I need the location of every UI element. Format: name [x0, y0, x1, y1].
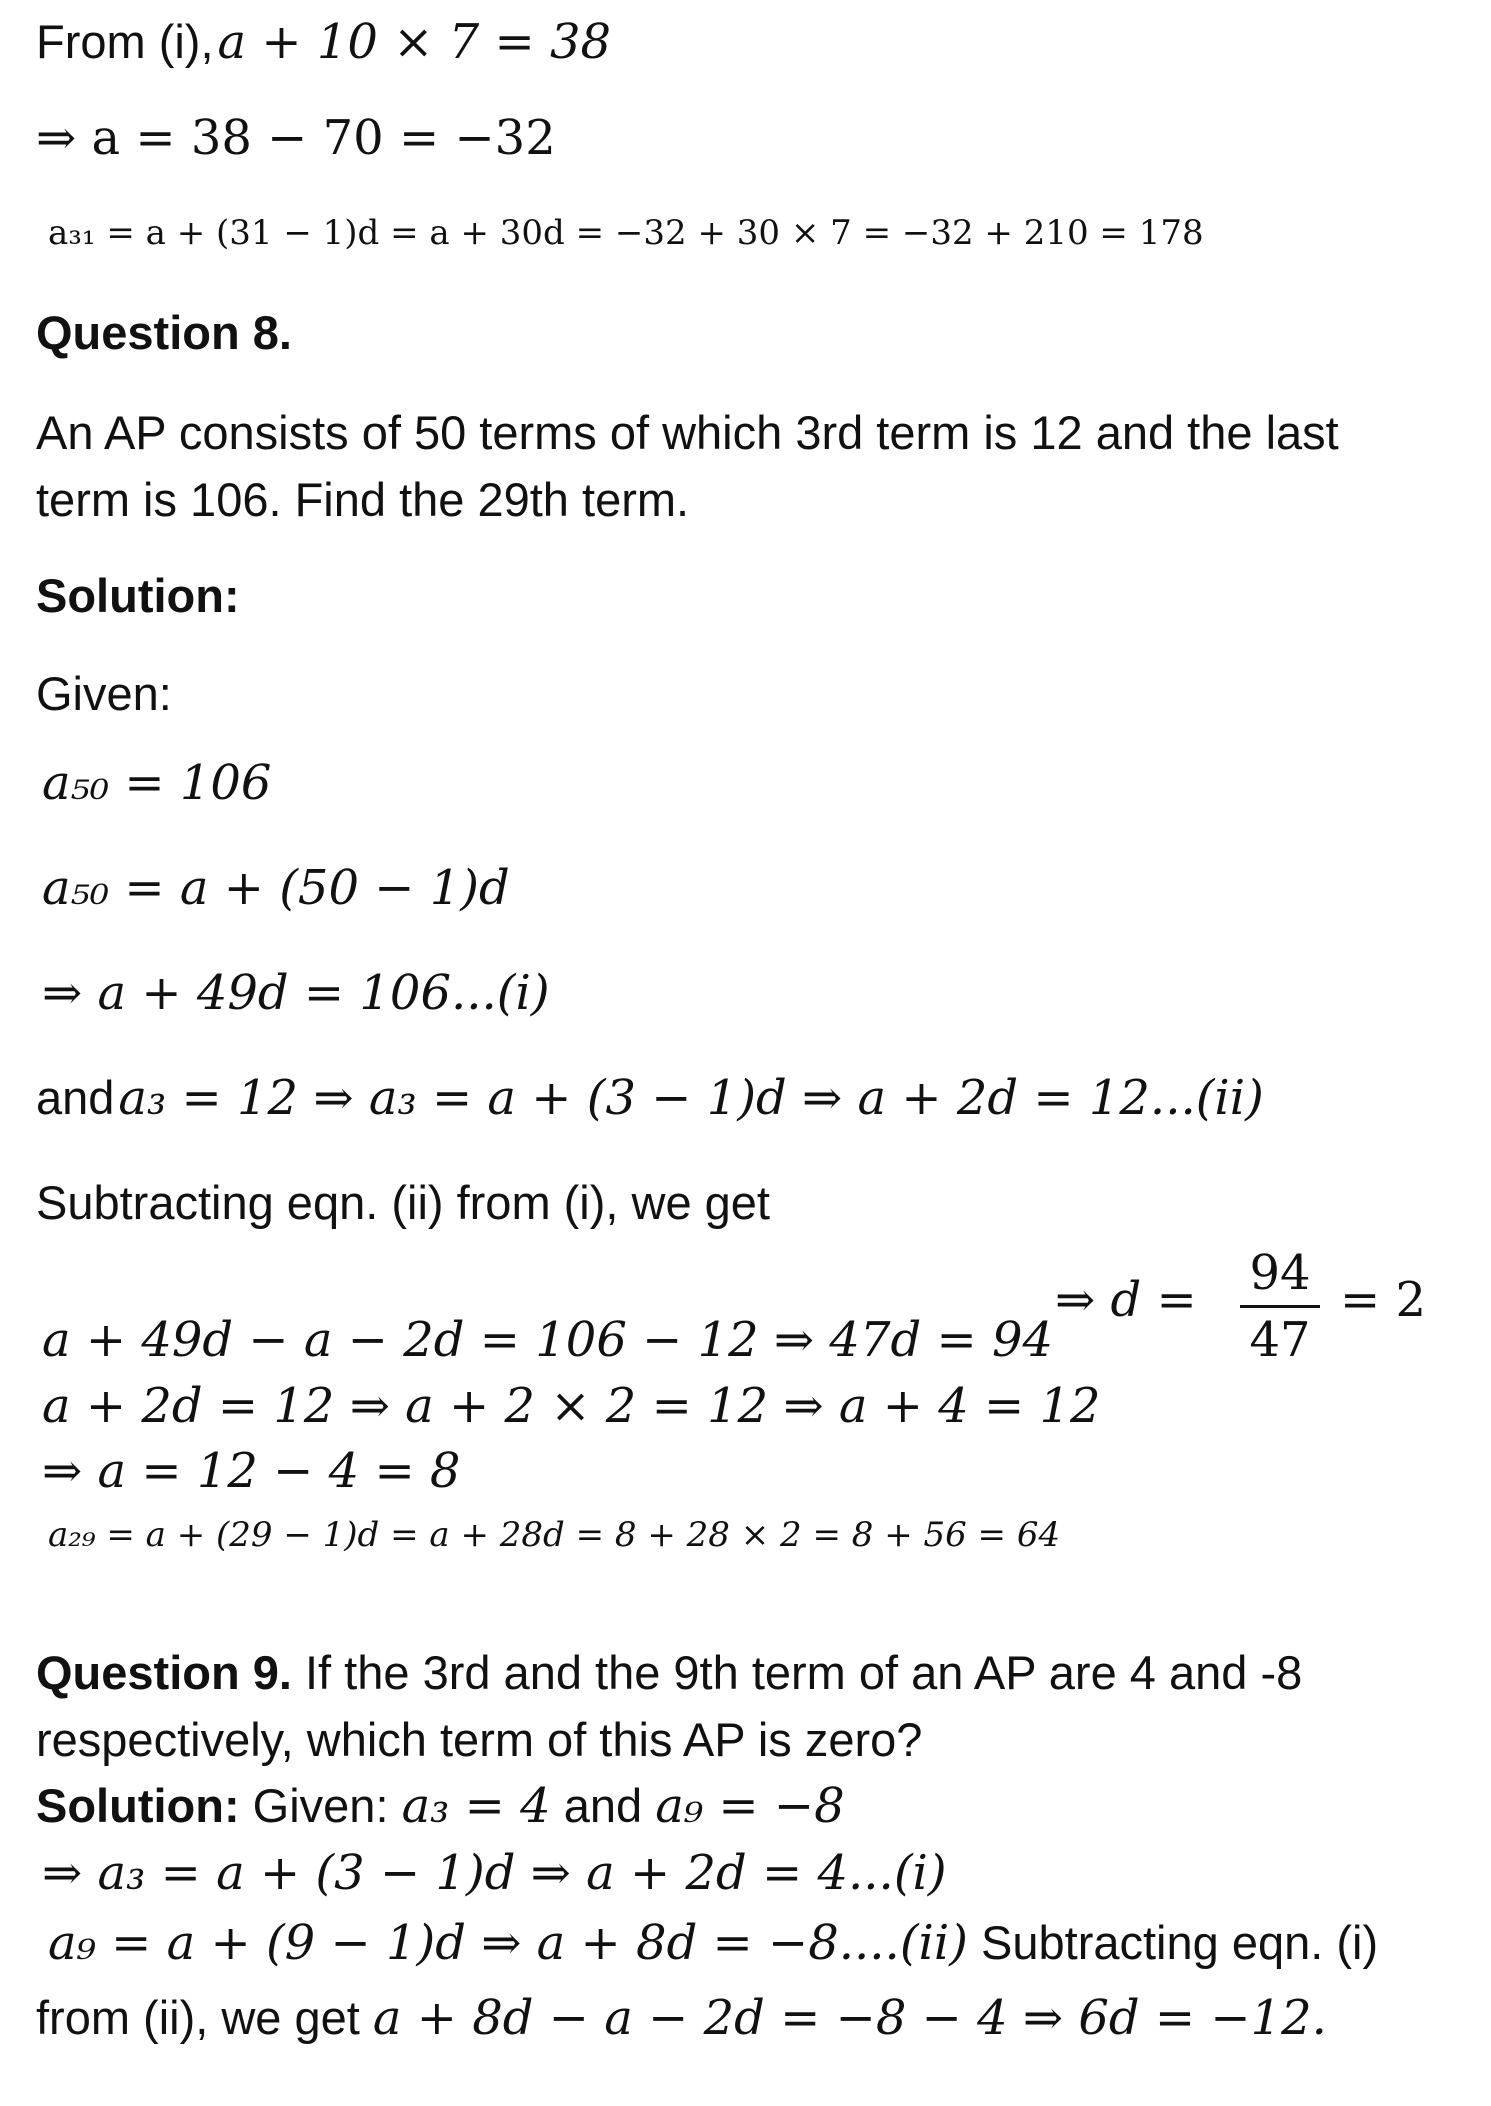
question-9-a3: a₃ = 4: [401, 1778, 551, 1834]
equation-line-8: [48, 1515, 1060, 1555]
question-9-and: and: [550, 1779, 656, 1832]
question-9-last-line: [36, 1990, 1327, 2046]
fraction-bar: [1240, 1305, 1320, 1308]
d-equals-prefix-line: [1055, 1272, 1197, 1328]
d-equals-suffix-line: [1340, 1272, 1426, 1328]
subtract-text: Subtracting eqn. (ii) from (i), we get: [36, 1176, 770, 1229]
question-9-subtract-text: Subtracting eqn. (i): [967, 1916, 1379, 1969]
equation-a50-106: a₅₀ = 106: [42, 755, 272, 811]
equation-line-5: [42, 1312, 1053, 1368]
question-9-equation-i: ⇒ a₃ = a + (3 − 1)d ⇒ a + 2d = 4...(i): [42, 1845, 947, 1901]
equation-i: ⇒ a + 49d = 106...(i): [42, 965, 550, 1021]
fraction-denominator: 47: [1249, 1312, 1311, 1368]
equation-line-7: [42, 1443, 460, 1499]
equation-line-6: [42, 1378, 1101, 1434]
subtract-line: [36, 1175, 770, 1230]
question-9-last-text: from (ii), we get: [36, 1991, 373, 2044]
from-i-text: From (i),: [36, 15, 214, 68]
question-9-heading: Question 9.: [36, 1646, 292, 1699]
question-9-solution-line: [36, 1778, 845, 1834]
line-a-equals: [36, 110, 556, 166]
equation-a-plus-4: a + 2d = 12 ⇒ a + 2 × 2 = 12 ⇒ a + 4 = 12: [42, 1378, 1101, 1434]
d-equals-prefix: ⇒ d =: [1055, 1272, 1197, 1328]
fraction-numerator: 94: [1249, 1245, 1311, 1301]
given-label: Given:: [36, 667, 172, 720]
fraction-94-47: [1240, 1245, 1320, 1368]
equation-a31: a₃₁ = a + (31 − 1)d = a + 30d = −32 + 30 × 7 = −32 + 210 = 178: [48, 213, 1204, 253]
equation-ii: a₃ = 12 ⇒ a₃ = a + (3 − 1)d ⇒ a + 2d = 12...(ii): [118, 1070, 1264, 1126]
d-equals-suffix: = 2: [1340, 1272, 1427, 1328]
question-9-solution-label: Solution:: [36, 1779, 240, 1832]
equation-line-2: [42, 860, 510, 916]
equation-line-1: [42, 755, 271, 811]
equation-line-4: [36, 1070, 1264, 1126]
question-9-text-2: respectively, which term of this AP is zero?: [36, 1713, 923, 1766]
question-8-heading-line: [36, 305, 292, 360]
question-8-text-line-2: [36, 472, 689, 527]
question-9-eq-line-2: [48, 1915, 1378, 1971]
equation-a-minus-32: ⇒ a = 38 − 70 = −32: [36, 110, 556, 166]
question-9-line-2: [36, 1712, 922, 1767]
equation-47d: a + 49d − a − 2d = 106 − 12 ⇒ 47d = 94: [42, 1312, 1054, 1368]
equation-a-plus-70: a + 10 × 7 = 38: [217, 14, 612, 70]
question-9-text-1: If the 3rd and the 9th term of an AP are 4 and -8: [291, 1646, 1303, 1699]
equation-a-equals-8: ⇒ a = 12 − 4 = 8: [42, 1443, 461, 1499]
question-8-text-line-1: [36, 405, 1339, 460]
question-8-text-1: An AP consists of 50 terms of which 3rd term is 12 and the last: [36, 406, 1339, 459]
question-9-last-math: a + 8d − a − 2d = −8 − 4 ⇒ 6d = −12.: [372, 1990, 1327, 2046]
question-9-eq-line-1: [42, 1845, 947, 1901]
solution-label-line: [36, 568, 240, 623]
question-9-line-1: [36, 1645, 1302, 1700]
question-9-given: Given:: [239, 1779, 402, 1832]
question-8-text-2: term is 106. Find the 29th term.: [36, 473, 690, 526]
equation-a50-general: a₅₀ = a + (50 − 1)d: [42, 860, 510, 916]
equation-line-3: [42, 965, 550, 1021]
given-label-line: [36, 666, 172, 721]
line-a31: [48, 213, 1204, 253]
equation-a29: a₂₉ = a + (29 − 1)d = a + 28d = 8 + 28 × 2 = 8 + 56 = 64: [48, 1515, 1061, 1555]
question-9-a9: a₉ = −8: [655, 1778, 845, 1834]
question-8-heading: Question 8.: [36, 306, 292, 359]
line-from-i: [36, 14, 611, 70]
solution-label: Solution:: [36, 569, 240, 622]
question-9-equation-ii: a₉ = a + (9 − 1)d ⇒ a + 8d = −8....(ii): [48, 1915, 968, 1971]
and-text: and: [36, 1071, 115, 1124]
